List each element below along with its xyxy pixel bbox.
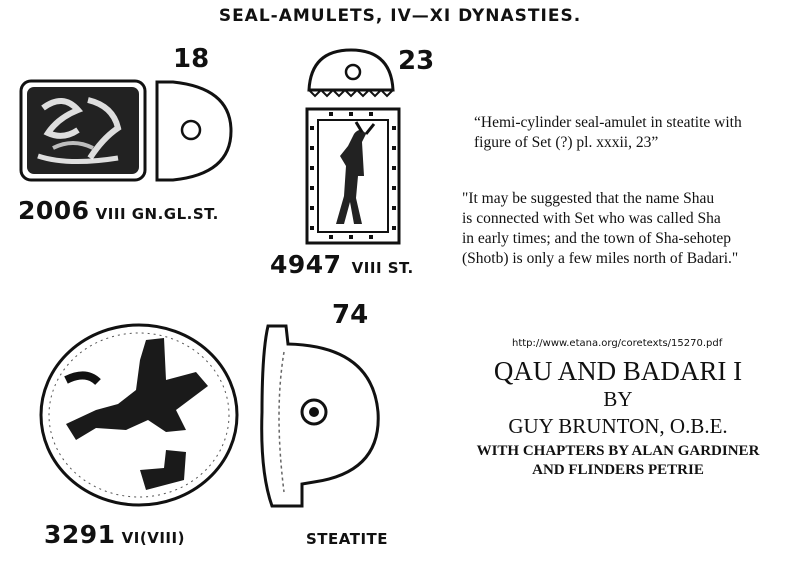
figure-18-catalog-number: 2006 [18,196,90,225]
quote-shau-line: (Shotb) is only a few miles north of Badari." [462,250,739,267]
seal-18-face-drawing [18,78,148,183]
figure-23-catalog-number: 4947 [270,250,342,279]
figure-74-material: STEATITE [306,530,389,548]
figure-number-74: 74 [332,300,369,330]
page-header: SEAL-AMULETS, IV—XI DYNASTIES. [218,6,582,26]
figure-23-date-material: VIII ST. [351,259,414,277]
seal-18-profile-drawing [153,80,235,182]
book-contributors-line2: AND FLINDERS PETRIE [532,462,704,478]
figure-number-23: 23 [398,46,435,76]
source-url: http://www.etana.org/coretexts/15270.pdf [512,338,723,349]
quote-shau-line: is connected with Set who was called Sha [462,210,721,227]
book-citation [448,356,788,480]
seal-23-face-drawing [304,106,402,246]
quote-description [474,113,742,153]
book-author: GUY BRUNTON, O.B.E. [508,414,728,438]
quote-shau-line: in early times; and the town of Sha-sehotep [462,230,732,247]
quote-shau-set [462,189,738,269]
figure-number-18: 18 [173,44,210,74]
book-title: QAU AND BADARI I [493,356,743,386]
figure-18-date-material: VIII GN.GL.ST. [95,205,219,223]
figure-18-caption [18,196,219,225]
figure-74-caption [44,520,185,549]
quote-shau-line: "It may be suggested that the name Shau [462,190,715,207]
book-contributors-line1: WITH CHAPTERS BY ALAN GARDINER [476,443,760,459]
figure-23-caption [270,250,414,279]
figure-74-date: VI(VIII) [121,529,185,547]
seal-23-top-drawing [305,46,397,100]
quote-description-line: figure of Set (?) pl. xxxii, 23” [474,134,659,151]
seal-74-profile-drawing [254,322,390,510]
figure-74-catalog-number: 3291 [44,520,116,549]
quote-description-line: “Hemi-cylinder seal-amulet in steatite with [474,114,742,131]
book-by: BY [603,387,633,411]
seal-74-face-drawing [36,320,242,510]
